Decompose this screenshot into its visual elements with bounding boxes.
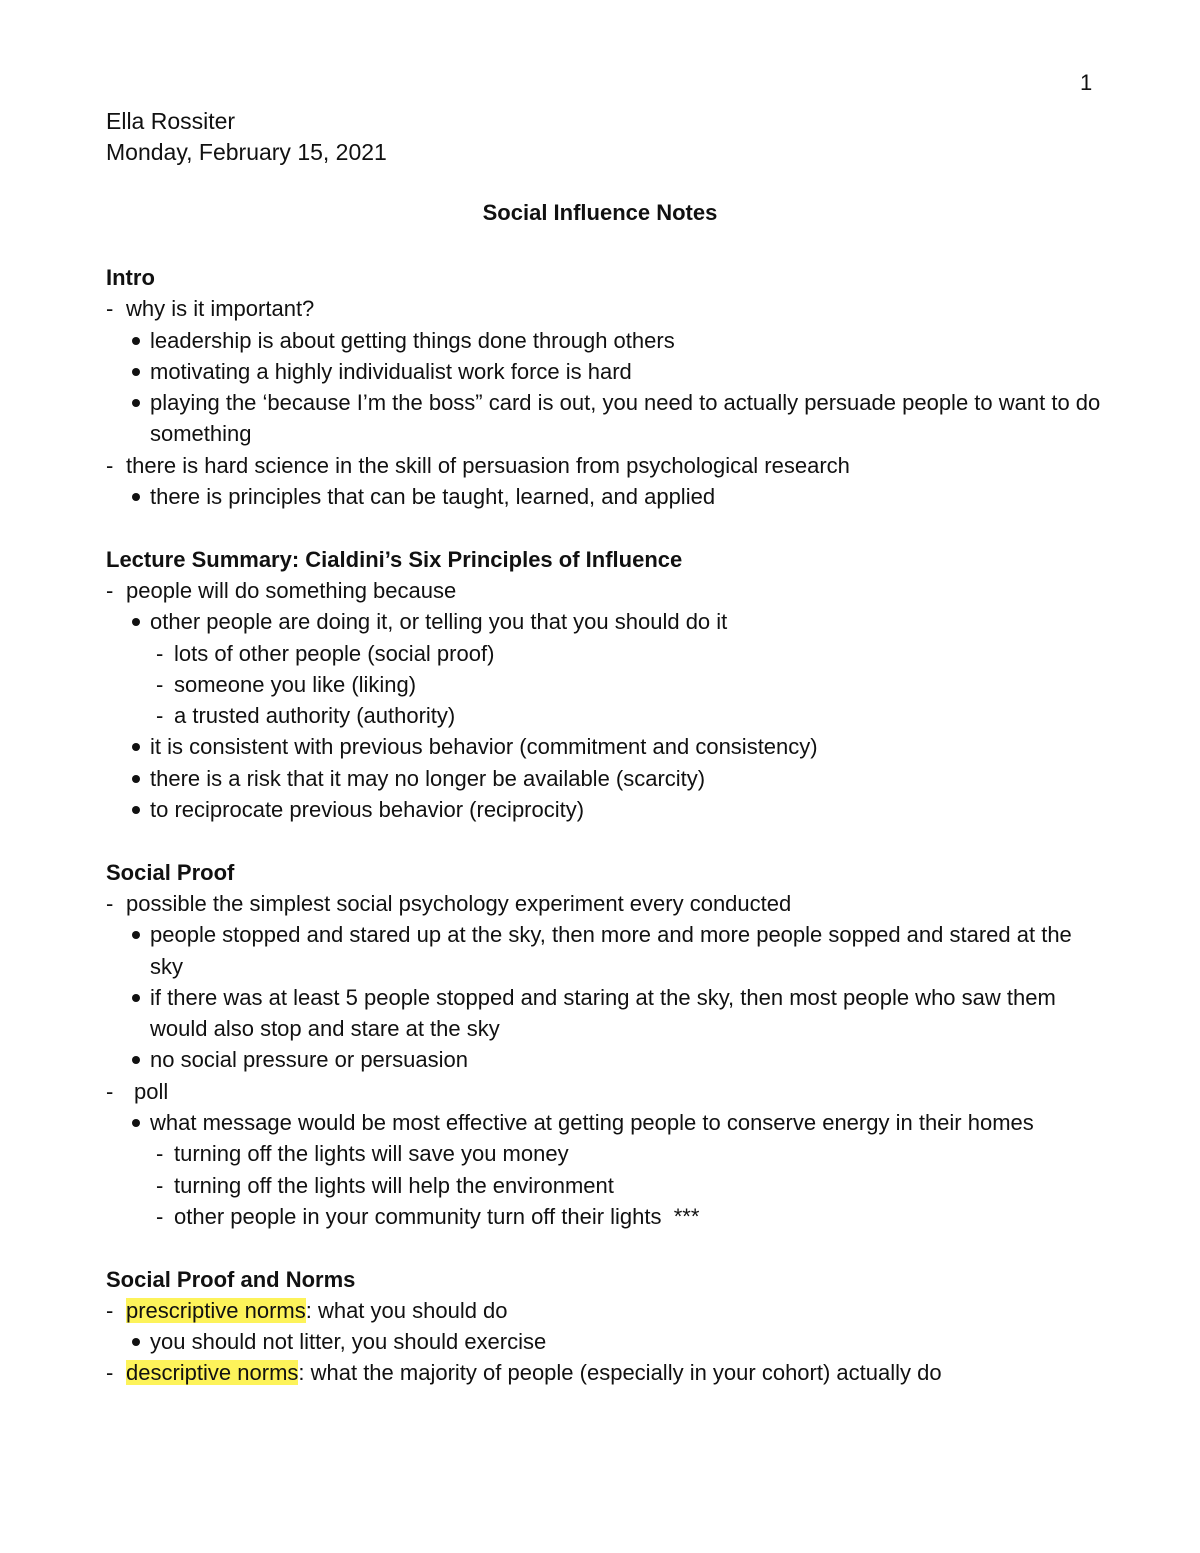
highlighted-term: prescriptive norms: [126, 1297, 306, 1323]
dash-marker: -: [106, 577, 114, 603]
list-item: - turning off the lights will save you money: [106, 1138, 1106, 1169]
document-title: Social Influence Notes: [482, 200, 718, 225]
bullet-icon: [132, 493, 140, 501]
document-header: [106, 106, 387, 168]
bullet-icon: [132, 806, 140, 814]
dash-marker: -: [106, 452, 114, 478]
subdash-marker: -: [156, 671, 164, 697]
bullet-icon: [132, 368, 140, 376]
dash-marker: -: [106, 1078, 114, 1104]
list-item: there is principles that can be taught, learned, and applied: [106, 481, 1106, 512]
list-item: leadership is about getting things done through others: [106, 325, 1106, 356]
list-item: - someone you like (liking): [106, 669, 1106, 700]
list-item: playing the ‘because I’m the boss” card is out, you need to actually persuade people to want to do something: [106, 387, 1106, 450]
author-name: Ella Rossiter: [106, 108, 236, 134]
list-item: - lots of other people (social proof): [106, 638, 1106, 669]
list-item: - there is hard science in the skill of persuasion from psychological research: [106, 450, 1106, 481]
dash-marker: -: [106, 890, 114, 916]
section-heading-intro: Intro: [106, 265, 155, 290]
bullet-icon: [132, 743, 140, 751]
list-item: what message would be most effective at getting people to conserve energy in their homes: [106, 1107, 1106, 1138]
list-item: - possible the simplest social psychology experiment every conducted: [106, 888, 1106, 919]
list-item: people stopped and stared up at the sky, then more and more people sopped and stared at the sky: [106, 919, 1106, 982]
list-item: - prescriptive norms: what you should do: [106, 1295, 1106, 1326]
list-item: - turning off the lights will help the environment: [106, 1170, 1106, 1201]
subdash-marker: -: [156, 1172, 164, 1198]
list-item: it is consistent with previous behavior (commitment and consistency): [106, 731, 1106, 762]
list-item: - other people in your community turn off their lights ***: [106, 1201, 1106, 1232]
list-item: motivating a highly individualist work force is hard: [106, 356, 1106, 387]
bullet-icon: [132, 399, 140, 407]
bullet-icon: [132, 1119, 140, 1127]
dash-marker: -: [106, 1360, 114, 1386]
list-item: you should not litter, you should exercise: [106, 1326, 1106, 1357]
list-item: if there was at least 5 people stopped and staring at the sky, then most people who saw them would also stop and stare at the sky: [106, 982, 1106, 1045]
list-item: - descriptive norms: what the majority of people (especially in your cohort) actually do: [106, 1357, 1106, 1388]
document-body: [106, 262, 1106, 1389]
page-number: 1: [1080, 70, 1093, 95]
subdash-marker: -: [156, 640, 164, 666]
bullet-icon: [132, 337, 140, 345]
subdash-marker: -: [156, 1141, 164, 1167]
bullet-icon: [132, 1338, 140, 1346]
bullet-icon: [132, 1056, 140, 1064]
section-heading-social-proof: Social Proof: [106, 859, 235, 885]
bullet-icon: [132, 775, 140, 783]
note-date: Monday, February 15, 2021: [106, 139, 387, 165]
bullet-icon: [132, 994, 140, 1002]
list-item: no social pressure or persuasion: [106, 1044, 1106, 1075]
list-item: other people are doing it, or telling you that you should do it: [106, 606, 1106, 637]
highlighted-term: descriptive norms: [126, 1360, 299, 1386]
dash-marker: -: [106, 296, 114, 322]
list-item: there is a risk that it may no longer be available (scarcity): [106, 763, 1106, 794]
section-heading-summary: Lecture Summary: Cialdini’s Six Principles of Influence: [106, 546, 683, 572]
bullet-icon: [132, 618, 140, 626]
bullet-icon: [132, 931, 140, 939]
subdash-marker: -: [156, 1203, 164, 1229]
section-heading-norms: Social Proof and Norms: [106, 1266, 356, 1292]
list-item: - a trusted authority (authority): [106, 700, 1106, 731]
dash-marker: -: [106, 1297, 114, 1323]
list-item: - people will do something because: [106, 575, 1106, 606]
list-item: - why is it important?: [106, 293, 1106, 324]
subdash-marker: -: [156, 703, 164, 729]
list-item: - poll: [106, 1076, 1106, 1107]
list-item: to reciprocate previous behavior (reciprocity): [106, 794, 1106, 825]
